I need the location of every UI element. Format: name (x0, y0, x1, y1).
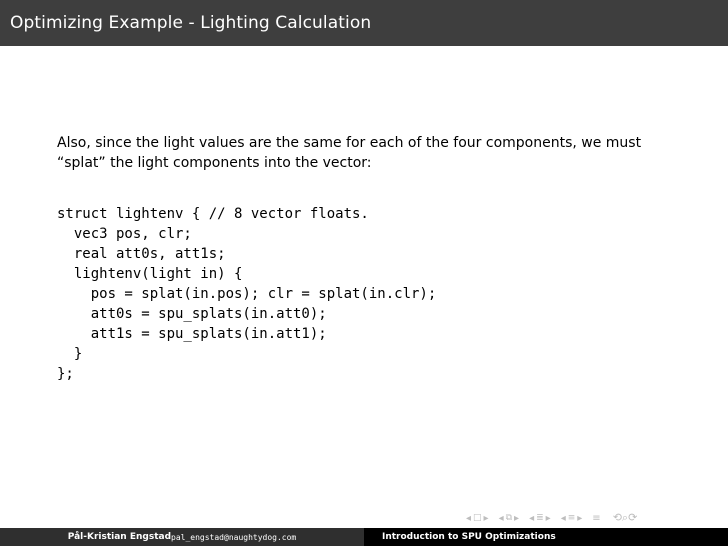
nav-section-left-icon[interactable]: ◂ (529, 512, 535, 524)
code-line: att0s = spu_splats(in.att0); (57, 306, 327, 322)
footer-author: Pål-Kristian Engstad (67, 532, 172, 542)
footer-email: pal_engstad@naughtydog.com (171, 532, 297, 542)
nav-slide-icon[interactable]: ≡ (567, 513, 576, 523)
nav-frame-icon[interactable]: □ (473, 513, 482, 523)
title-bar (0, 0, 728, 46)
code-line: }; (57, 366, 74, 382)
nav-section-icon[interactable]: ≣ (536, 513, 544, 523)
nav-slide-left-icon[interactable]: ◂ (560, 512, 566, 524)
nav-search-icon[interactable]: ⟲⌕⟳ (612, 511, 638, 524)
body-text: Also, since the light values are the same for each of the four components, we must “splat” the light components into the vector: (57, 135, 642, 171)
code-line: pos = splat(in.pos); clr = splat(in.clr); (57, 286, 437, 302)
nav-subsection-icon[interactable]: ⧉ (505, 513, 513, 523)
footer-author-block (0, 528, 364, 546)
nav-align-icon[interactable]: ≡ (592, 512, 601, 524)
nav-slide-right-icon[interactable]: ▸ (577, 512, 583, 524)
code-line: } (57, 346, 83, 362)
slide-title: Optimizing Example - Lighting Calculation (10, 13, 372, 33)
code-line: real att0s, att1s; (57, 246, 226, 262)
nav-section-right-icon[interactable]: ▸ (545, 512, 551, 524)
code-block (57, 204, 436, 384)
code-line: att1s = spu_splats(in.att1); (57, 326, 327, 342)
nav-frame-right-icon[interactable]: ▸ (483, 512, 489, 524)
footer (0, 528, 728, 546)
footer-presentation-block (364, 528, 728, 546)
code-line: vec3 pos, clr; (57, 226, 192, 242)
code-line: struct lightenv { // 8 vector floats. (57, 206, 369, 222)
code-line: lightenv(light in) { (57, 266, 243, 282)
nav-subsection-right-icon[interactable]: ▸ (514, 512, 520, 524)
navigation-symbols (462, 510, 728, 526)
nav-frame-left-icon[interactable]: ◂ (466, 512, 472, 524)
footer-presentation-title: Introduction to SPU Optimizations (382, 532, 556, 542)
nav-subsection-left-icon[interactable]: ◂ (498, 512, 504, 524)
